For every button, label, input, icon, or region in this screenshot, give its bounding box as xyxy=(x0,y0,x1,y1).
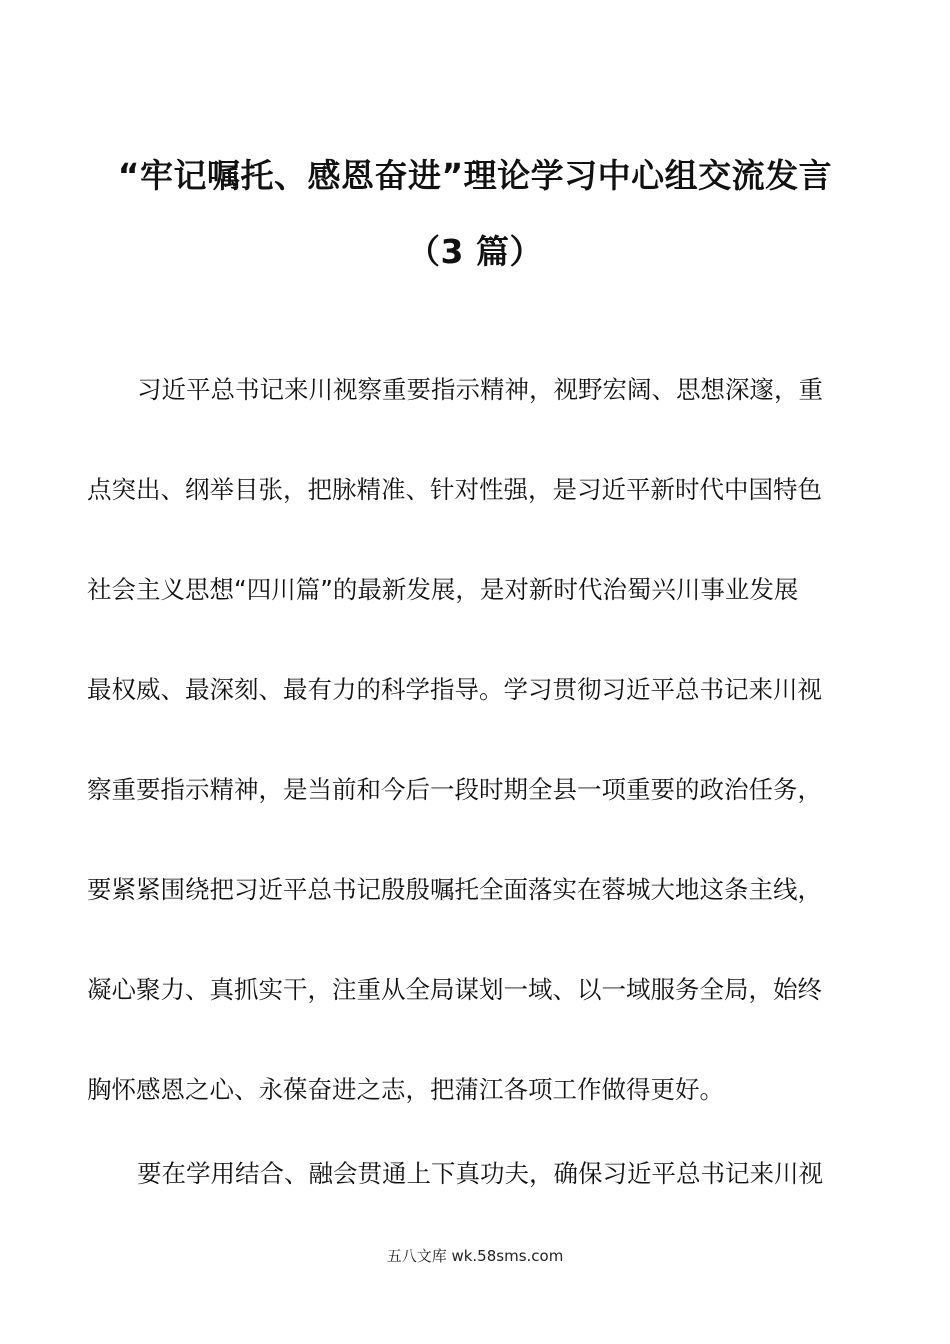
paragraph-line: 凝心聚力、真抓实干，注重从全局谋划一域、以一域服务全局，始终 xyxy=(87,975,822,1004)
paragraph-line: 点突出、纲举目张，把脉精准、针对性强，是习近平新时代中国特色 xyxy=(87,475,822,504)
paragraph-line: 最权威、最深刻、最有力的科学指导。学习贯彻习近平总书记来川视 xyxy=(87,675,822,704)
paragraph-line: 察重要指示精神，是当前和今后一段时期全县一项重要的政治任务， xyxy=(87,775,822,804)
paragraph-line: 社会主义思想“四川篇”的最新发展，是对新时代治蜀兴川事业发展 xyxy=(87,575,799,604)
document-title: “牢记嘱托、感恩奋进”理论学习中心组交流发言 xyxy=(117,156,833,195)
footer-watermark: 五八文库 wk.58sms.com xyxy=(386,1247,564,1265)
document-title-count: （3 篇） xyxy=(407,232,543,271)
paragraph-line: 要在学用结合、融会贯通上下真功夫，确保习近平总书记来川视 xyxy=(137,1159,823,1188)
paragraph-line: 胸怀感恩之心、永葆奋进之志，把蒲江各项工作做得更好。 xyxy=(87,1075,724,1104)
paragraph-line: 要紧紧围绕把习近平总书记殷殷嘱托全面落实在蓉城大地这条主线， xyxy=(87,875,822,904)
paragraph-line: 习近平总书记来川视察重要指示精神，视野宏阔、思想深邃，重 xyxy=(137,375,823,404)
